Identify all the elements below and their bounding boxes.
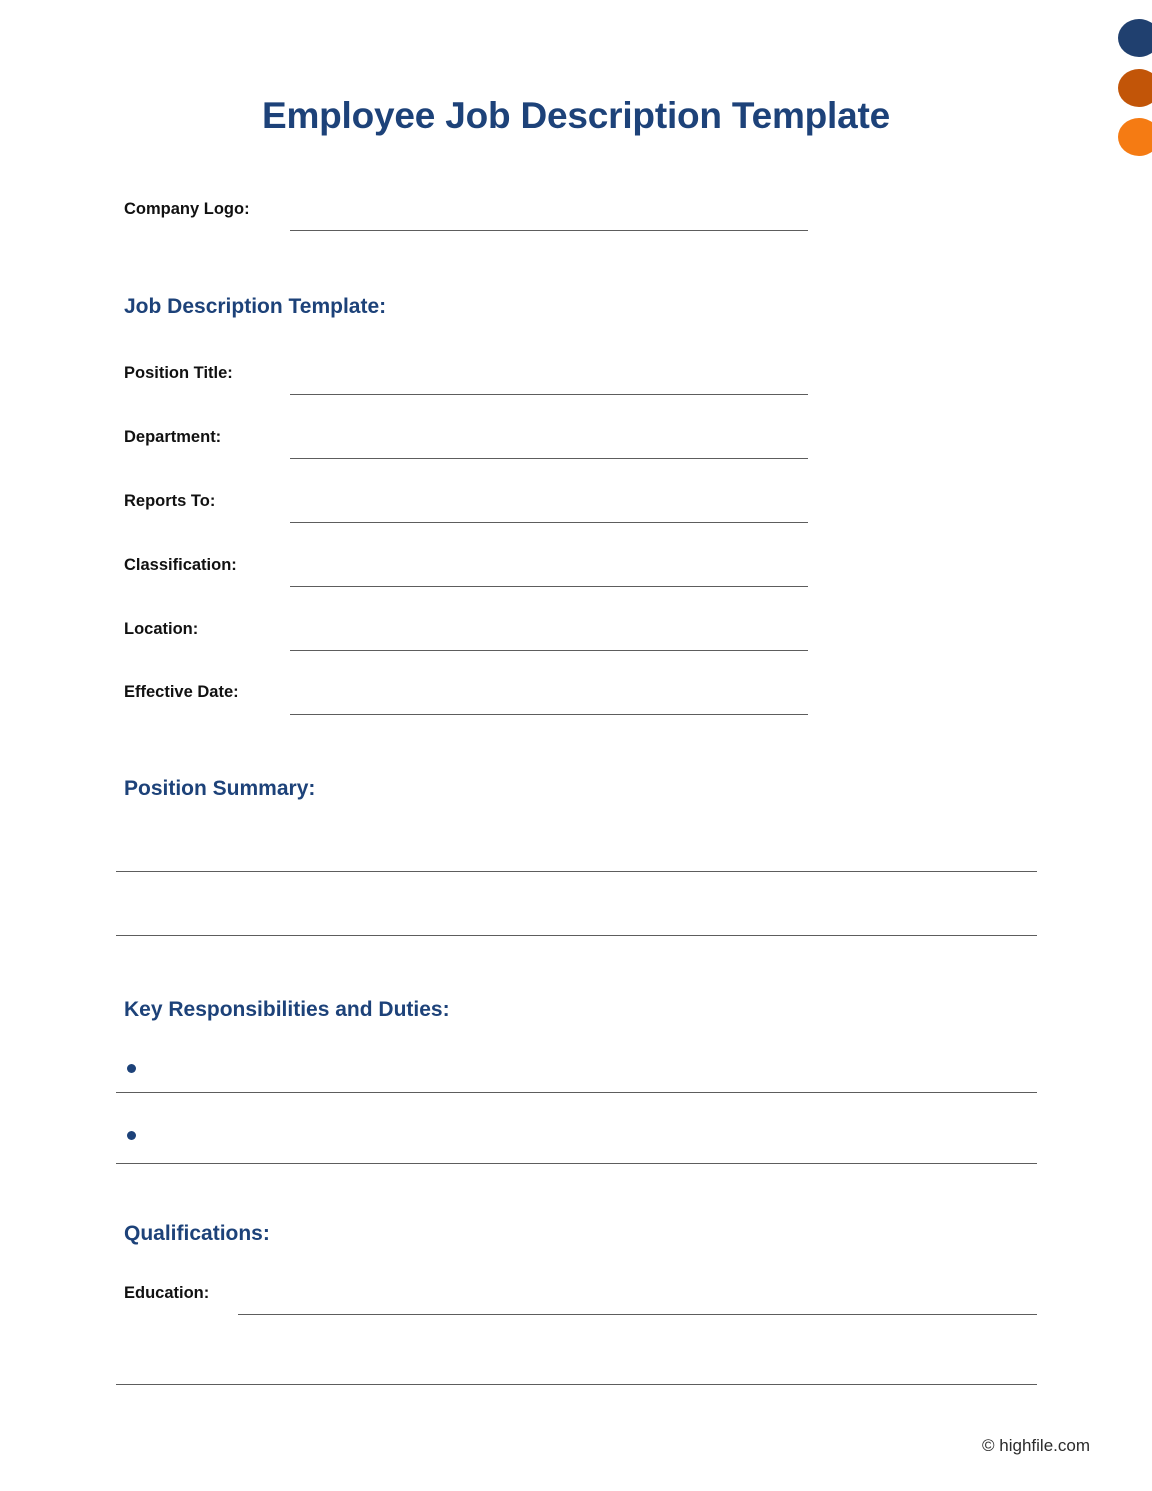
responsibility-line-1[interactable] (116, 1092, 1037, 1093)
qualifications-extra-line[interactable] (116, 1384, 1037, 1385)
reports-to-input-line[interactable] (290, 522, 808, 523)
education-input-line[interactable] (238, 1314, 1037, 1315)
location-input-line[interactable] (290, 650, 808, 651)
position-summary-line-1[interactable] (116, 871, 1037, 872)
department-label: Department: (124, 428, 222, 446)
footer-copyright: © highfile.com (982, 1436, 1090, 1455)
classification-input-line[interactable] (290, 586, 808, 587)
job-description-template-heading: Job Description Template: (124, 295, 387, 318)
position-title-label: Position Title: (124, 364, 233, 382)
navy-dot-icon (1118, 19, 1152, 57)
reports-to-label: Reports To: (124, 492, 216, 510)
qualifications-heading: Qualifications: (124, 1222, 270, 1245)
effective-date-label: Effective Date: (124, 683, 239, 701)
company-logo-input-line[interactable] (290, 230, 808, 231)
department-input-line[interactable] (290, 458, 808, 459)
position-title-input-line[interactable] (290, 394, 808, 395)
company-logo-label: Company Logo: (124, 200, 250, 218)
education-label: Education: (124, 1284, 210, 1302)
position-summary-line-2[interactable] (116, 935, 1037, 936)
location-label: Location: (124, 620, 199, 638)
corner-dots-decoration (1100, 0, 1152, 170)
key-responsibilities-heading: Key Responsibilities and Duties: (124, 998, 450, 1021)
page-title: Employee Job Description Template (261, 95, 891, 136)
bullet-icon (127, 1064, 136, 1073)
effective-date-input-line[interactable] (290, 714, 808, 715)
bullet-icon (127, 1131, 136, 1140)
classification-label: Classification: (124, 556, 237, 574)
position-summary-heading: Position Summary: (124, 777, 316, 800)
responsibility-line-2[interactable] (116, 1163, 1037, 1164)
